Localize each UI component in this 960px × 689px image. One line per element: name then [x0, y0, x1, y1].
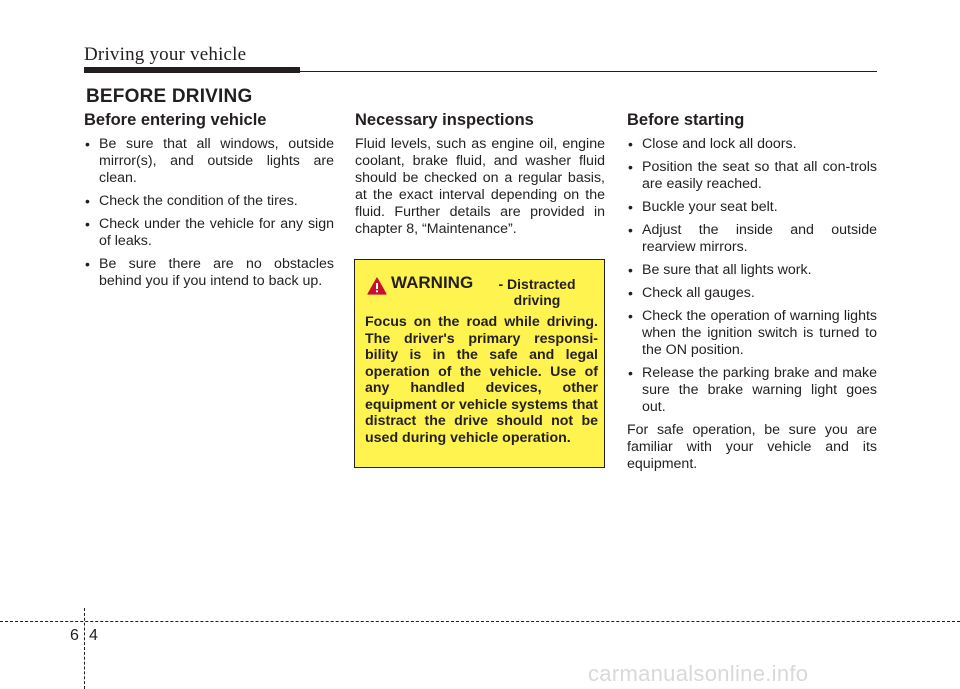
warning-label: WARNING — [391, 273, 474, 292]
bullet-icon: • — [628, 365, 633, 381]
bullet-icon: • — [85, 193, 90, 209]
list-item: • Check the condition of the tires. — [85, 193, 298, 209]
chapter-number: 6 — [70, 627, 79, 644]
warning-subtitle: - Distracted driving — [498, 276, 576, 308]
before-starting-body: For safe operation, be sure you are familiar with your vehicle and its equipment. — [627, 422, 877, 472]
column-before-entering — [84, 110, 334, 296]
list-item: • Be sure there are no obstacles behind you if you intend to back up. — [85, 256, 334, 289]
warning-box — [354, 259, 605, 468]
warning-header — [367, 274, 597, 310]
warning-triangle-icon — [367, 277, 387, 295]
list-item: • Check under the vehicle for any sign of leaks. — [85, 216, 334, 249]
bullet-icon: • — [628, 136, 633, 152]
bullet-icon: • — [85, 136, 90, 152]
bullet-icon: • — [85, 216, 90, 232]
list-item: • Check the operation of warning lights when the ignition switch is turned to the ON position. — [628, 308, 877, 358]
list-item: • Position the seat so that all con-trols are easily reached. — [628, 159, 877, 192]
inspections-body: Fluid levels, such as engine oil, engine coolant, brake fluid, and washer fluid should be checked on a regular basis, at the exact interval depending on the fluid. Further details are provided in chapter 8, “Maintenance”. — [355, 136, 605, 237]
list-item: • Be sure that all lights work. — [628, 262, 812, 278]
section-title: BEFORE DRIVING — [86, 86, 253, 107]
bullet-icon: • — [628, 222, 633, 238]
bullet-icon: • — [628, 262, 633, 278]
list-item: • Be sure that all windows, outside mirror(s), and outside lights are clean. — [85, 136, 334, 186]
header-rule-thin — [300, 71, 877, 72]
list-item: • Close and lock all doors. — [628, 136, 797, 152]
bullet-icon: • — [85, 256, 90, 272]
bullet-icon: • — [628, 199, 633, 215]
watermark: carmanualsonline.info — [588, 661, 809, 686]
chapter-title: Driving your vehicle — [84, 44, 247, 65]
list-item: • Adjust the inside and outside rearview mirrors. — [628, 222, 877, 255]
before-starting-list — [627, 136, 877, 416]
column-before-starting — [627, 110, 877, 473]
bullet-icon: • — [628, 285, 633, 301]
page-number: 4 — [89, 627, 98, 644]
warning-text: Focus on the road while driving. The driver's primary responsi-bility is in the safe and legal operation of the vehicle. Use of any handled devices, other equipment or vehicle systems that distract the drive should not be used during vehicle operation. — [365, 314, 598, 446]
bullet-icon: • — [628, 159, 633, 175]
list-item: • Release the parking brake and make sure the brake warning light goes out. — [628, 365, 877, 415]
heading-necessary-inspections: Necessary inspections — [355, 111, 534, 129]
header-rule-thick — [84, 67, 300, 73]
heading-before-entering: Before entering vehicle — [84, 111, 267, 129]
before-entering-list — [84, 136, 334, 290]
list-item: • Check all gauges. — [628, 285, 755, 301]
bullet-icon: • — [628, 308, 633, 324]
heading-before-starting: Before starting — [627, 111, 745, 129]
column-necessary-inspections — [355, 110, 605, 238]
list-item: • Buckle your seat belt. — [628, 199, 778, 215]
footer-divider — [84, 608, 85, 689]
footer-rule — [0, 621, 960, 622]
